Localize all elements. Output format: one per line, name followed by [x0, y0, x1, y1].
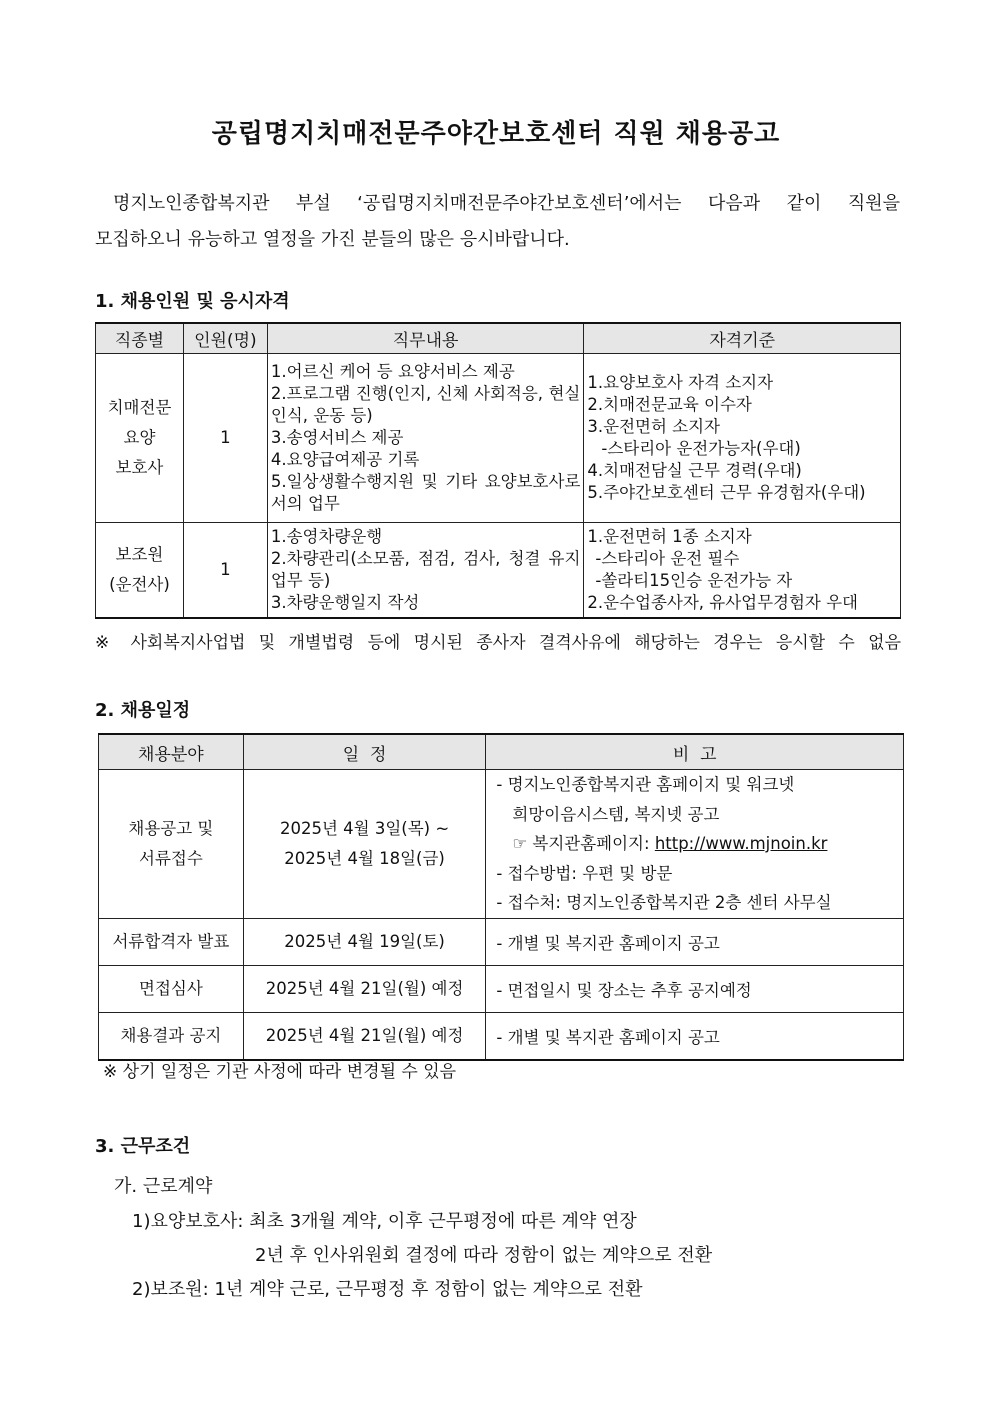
intro-line-1: 명지노인종합복지관 부설 ‘공립명지치매전문주야간보호센터’에서는 다음과 같이 직원을 [113, 193, 900, 214]
qual-item: 1.요양보호사 자격 소지자 [587, 373, 774, 392]
date-cell: 2025년 4월 21일(월) 예정 [243, 1012, 486, 1060]
col-header-notes: 비 고 [486, 734, 904, 770]
duty-item: 2.차량관리(소모품, 점검, 검사, 청결 유지 업무 등) [270, 549, 581, 590]
pointing-hand-icon: ☞ 복지관홈페이지: [512, 834, 655, 853]
intro-paragraph [95, 186, 900, 258]
col-header-quals: 자격기준 [584, 323, 901, 354]
section1-heading: 1. 채용인원 및 응시자격 [95, 291, 290, 312]
table-row [99, 1012, 904, 1060]
qual-item: 5.주야간보호센터 근무 유경험자(우대) [587, 483, 866, 502]
table-row [99, 770, 904, 919]
field-cell: 서류합격자 발표 [99, 918, 244, 965]
col-header-date: 일 정 [243, 734, 486, 770]
section3-line-1: 1)요양보호사: 최초 3개월 계약, 이후 근무평정에 따른 계약 연장 [132, 1211, 637, 1232]
qual-item: 4.치매전담실 근무 경력(우대) [587, 461, 802, 480]
page-title: 공립명지치매전문주야간보호센터 직원 채용공고 [211, 119, 781, 149]
col-header-duties: 직무내용 [267, 323, 584, 354]
date-cell [243, 770, 486, 919]
section3-sub: 가. 근로계약 [114, 1176, 213, 1197]
notes-cell: - 개별 및 복지관 홈페이지 공고 [486, 1012, 904, 1060]
duty-item: 3.송영서비스 제공 [270, 428, 404, 447]
job-text: 보조원 [115, 545, 164, 564]
notes-cell: - 개별 및 복지관 홈페이지 공고 [486, 918, 904, 965]
section3-line-2: 2년 후 인사위원회 결정에 따라 정함이 없는 계약으로 전환 [255, 1245, 713, 1266]
table-row [96, 354, 901, 523]
qual-item: -스타리아 운전 필수 [595, 549, 740, 568]
qual-item: 3.운전면허 소지자 [587, 417, 720, 436]
col-header-field: 채용분야 [99, 734, 244, 770]
field-cell: 채용결과 공지 [99, 1012, 244, 1060]
quals-cell [584, 523, 901, 619]
notes-cell [486, 770, 904, 919]
job-text: (운전사) [109, 575, 170, 594]
duty-item: 5.일상생활수행지원 및 기타 요양보호사로서의 업무 [270, 472, 581, 513]
note-item: - 접수방법: 우편 및 방문 [496, 863, 673, 883]
note-item: - 접수처: 명지노인종합복지관 2층 센터 사무실 [496, 893, 832, 912]
job-text: 보호사 [115, 458, 164, 477]
qual-item: -스타리아 운전가능자(우대) [601, 439, 801, 458]
quals-cell [584, 354, 901, 523]
job-text: 치매전문 [107, 398, 172, 417]
duty-item: 4.요양급여제공 기록 [270, 450, 420, 469]
job-cell [96, 523, 184, 619]
duties-cell [267, 523, 584, 619]
table-row [96, 523, 901, 619]
date-cell: 2025년 4월 19일(토) [243, 918, 486, 965]
homepage-link[interactable]: http://www.mjnoin.kr [654, 834, 828, 853]
duty-item: 3.차량운행일지 작성 [270, 593, 420, 612]
table-row [99, 918, 904, 965]
field-text: 채용공고 및 [128, 818, 214, 838]
field-cell: 면접심사 [99, 965, 244, 1012]
section3-heading: 3. 근무조건 [95, 1136, 191, 1157]
count-cell: 1 [183, 523, 267, 619]
field-cell [99, 770, 244, 919]
job-cell [96, 354, 184, 523]
schedule-table [98, 733, 904, 1061]
qualification-table [95, 322, 901, 619]
table-header-row [96, 323, 901, 354]
section3-line-3: 2)보조원: 1년 계약 근로, 근무평정 후 정함이 없는 계약으로 전환 [132, 1279, 643, 1300]
note-item: - 명지노인종합복지관 홈페이지 및 워크넷 [496, 775, 795, 794]
duties-cell [267, 354, 584, 523]
col-header-job: 직종별 [96, 323, 184, 354]
note-item: 희망이음시스템, 복지넷 공고 [512, 804, 720, 824]
count-cell: 1 [183, 354, 267, 523]
table-row [99, 965, 904, 1012]
note-item [496, 829, 895, 859]
date-cell: 2025년 4월 21일(월) 예정 [243, 965, 486, 1012]
section2-heading: 2. 채용일정 [95, 700, 191, 721]
qual-item: 2.운수업종사자, 유사업무경험자 우대 [587, 593, 858, 612]
col-header-count: 인원(명) [183, 323, 267, 354]
section2-note: ※ 상기 일정은 기관 사정에 따라 변경될 수 있음 [103, 1062, 457, 1082]
duty-item: 2.프로그램 진행(인지, 신체 사회적응, 현실 인식, 운동 등) [270, 384, 581, 425]
notes-cell: - 면접일시 및 장소는 추후 공지예정 [486, 965, 904, 1012]
qual-item: -쏠라티15인승 운전가능 자 [595, 571, 793, 590]
table-header-row [99, 734, 904, 770]
duty-item: 1.어르신 케어 등 요양서비스 제공 [270, 362, 515, 381]
job-text: 요양 [123, 428, 156, 447]
date-text: 2025년 4월 3일(목) ~ [279, 818, 450, 838]
section1-note: ※ 사회복지사업법 및 개별법령 등에 명시된 종사자 결격사유에 해당하는 경우는 응시할 수 없음 [95, 633, 901, 653]
qual-item: 2.치매전문교육 이수자 [587, 395, 752, 414]
field-text: 서류접수 [139, 848, 203, 868]
date-text: 2025년 4월 18일(금) [284, 848, 445, 868]
intro-line-2: 모집하오니 유능하고 열정을 가진 분들의 많은 응시바랍니다. [95, 229, 570, 250]
qual-item: 1.운전면허 1종 소지자 [587, 527, 752, 546]
duty-item: 1.송영차량운행 [270, 527, 383, 546]
